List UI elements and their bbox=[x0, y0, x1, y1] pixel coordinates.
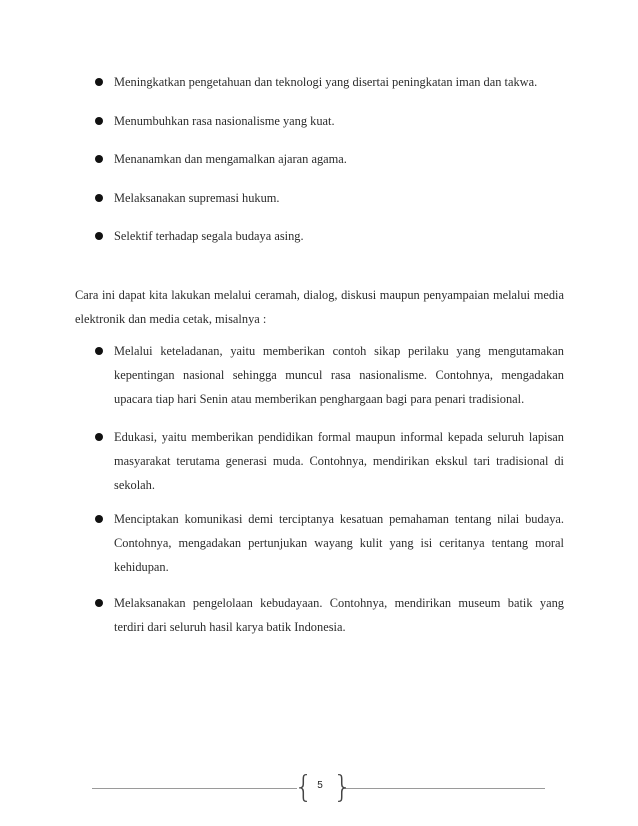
list-item bbox=[95, 190, 575, 229]
list-item bbox=[95, 74, 575, 113]
left-brace-icon: { bbox=[294, 770, 314, 805]
list-item bbox=[95, 339, 564, 411]
list-item bbox=[95, 228, 575, 267]
top-bullet-list bbox=[95, 74, 575, 267]
footer-divider-right bbox=[343, 788, 545, 789]
bullet-icon bbox=[95, 155, 103, 163]
list-item-text: Meningkatkan pengetahuan dan teknologi yang disertai peningkatan iman dan takwa. bbox=[114, 75, 538, 89]
list-item-text: Menciptakan komunikasi demi terciptanya kesatuan pemahaman tentang nilai budaya. Contohnya, mengadakan pertunjukan wayang kulit yang isi ceritanya tentang moral kehidupan. bbox=[114, 512, 564, 574]
intro-paragraph: Cara ini dapat kita lakukan melalui ceramah, dialog, diskusi maupun penyampaian melalui media elektronik dan media cetak, misalnya : bbox=[75, 288, 564, 326]
bullet-icon bbox=[95, 232, 103, 240]
list-item-text: Menanamkan dan mengamalkan ajaran agama. bbox=[114, 152, 347, 166]
list-item bbox=[95, 507, 564, 579]
footer-divider-left bbox=[92, 788, 297, 789]
page-number: 5 bbox=[317, 780, 323, 791]
list-item-text: Edukasi, yaitu memberikan pendidikan formal maupun informal kepada seluruh lapisan masyarakat terutama generasi muda. Contohnya, mendirikan ekskul tari tradisional di sekolah. bbox=[114, 430, 564, 492]
list-item-text: Melalui keteladanan, yaitu memberikan contoh sikap perilaku yang mengutamakan kepentingan nasional sehingga muncul rasa nasionalisme. Contohnya, mengadakan upacara tiap hari Senin atau memberikan penghargaan bagi para penari tradisional. bbox=[114, 344, 564, 406]
bullet-icon bbox=[95, 347, 103, 355]
bullet-icon bbox=[95, 117, 103, 125]
right-brace-icon: } bbox=[333, 770, 353, 805]
list-item-text: Melaksanakan supremasi hukum. bbox=[114, 190, 280, 205]
list-item-text: Menumbuhkan rasa nasionalisme yang kuat. bbox=[114, 113, 335, 128]
bullet-icon bbox=[95, 433, 103, 441]
list-item bbox=[95, 113, 575, 152]
bullet-icon bbox=[95, 194, 103, 202]
bullet-icon bbox=[95, 599, 103, 607]
bullet-icon bbox=[95, 78, 103, 86]
list-item bbox=[95, 591, 564, 639]
list-item-text: Melaksanakan pengelolaan kebudayaan. Contohnya, mendirikan museum batik yang terdiri dari seluruh hasil karya batik Indonesia. bbox=[114, 596, 564, 634]
list-item-text: Selektif terhadap segala budaya asing. bbox=[114, 229, 304, 243]
bullet-icon bbox=[95, 515, 103, 523]
list-item bbox=[95, 151, 575, 190]
list-item bbox=[95, 425, 564, 497]
